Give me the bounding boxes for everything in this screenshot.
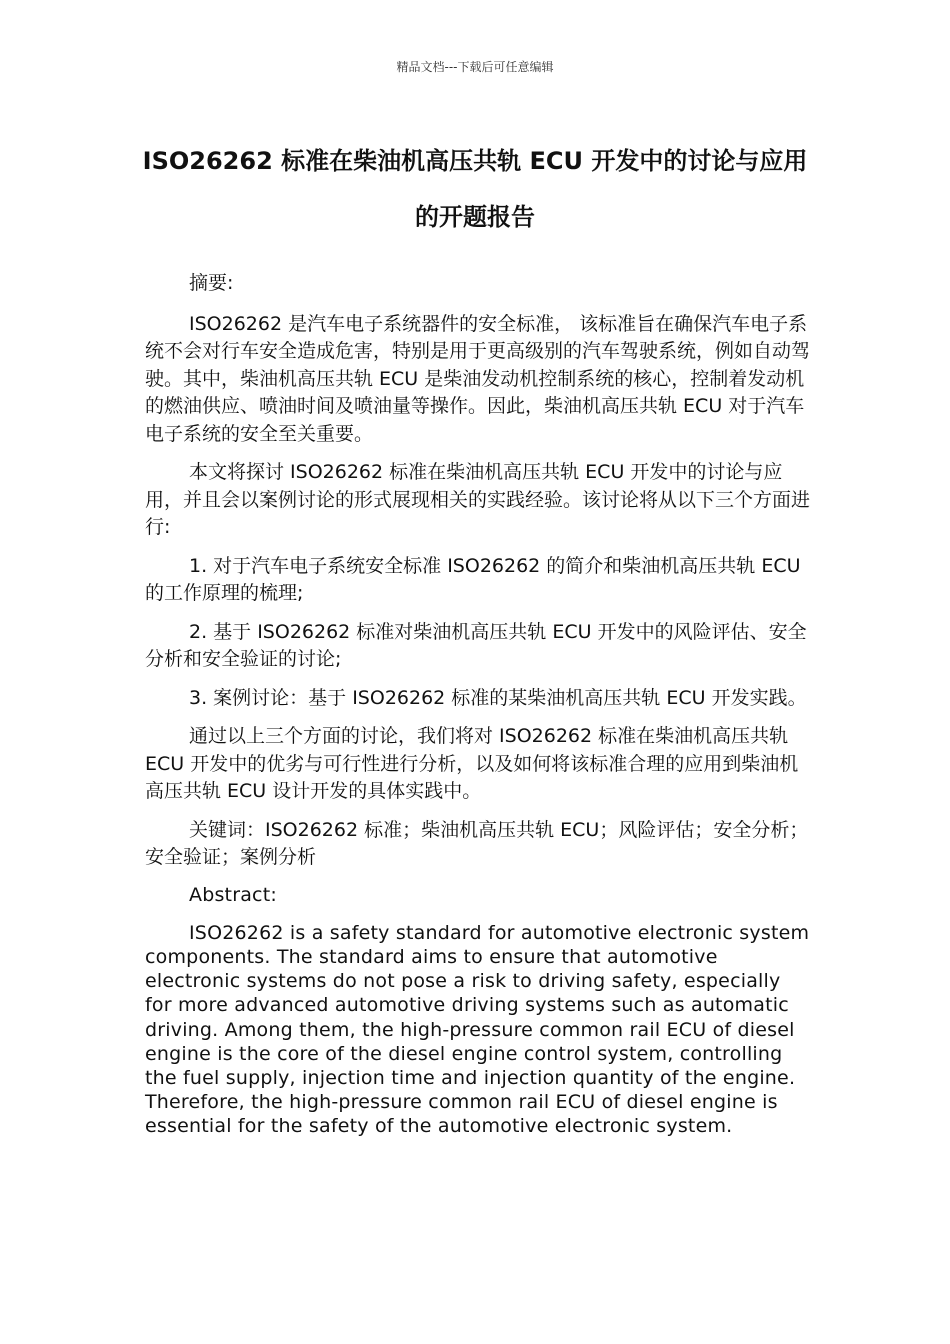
abstract-cn-list-item-3: 3. 案例讨论：基于 ISO26262 标准的某柴油机高压共轨 ECU 开发实践。 xyxy=(189,686,807,709)
abstract-cn-list-item-2: 2. 基于 ISO26262 标准对柴油机高压共轨 ECU 开发中的风险评估、安全分析和安全验证的讨论; xyxy=(145,620,807,670)
abstract-cn-keywords: 关键词：ISO26262 标准；柴油机高压共轨 ECU；风险评估；安全分析；安全验证；案例分析 xyxy=(145,818,809,868)
page-header-note: 精品文档---下载后可任意编辑 xyxy=(396,60,554,74)
abstract-cn-paragraph-1: ISO26262 是汽车电子系统器件的安全标准， 该标准旨在确保汽车电子系统不会对行车安全造成危害，特别是用于更高级别的汽车驾驶系统，例如自动驾驶。其中，柴油机高压共轨 ECU 是柴油发动机控制系统的核心，控制着发动机的燃油供应、喷油时间及喷油量等操作。因此，柴油机高压共轨 ECU 对于汽车电子系统的安全至关重要。 xyxy=(145,312,811,445)
document-title: ISO26262 标准在柴油机高压共轨 ECU 开发中的讨论与应用的开题报告 xyxy=(142,147,808,231)
abstract-cn-list-item-1: 1. 对于汽车电子系统安全标准 ISO26262 的简介和柴油机高压共轨 ECU 的工作原理的梳理; xyxy=(145,554,801,604)
abstract-cn-label: 摘要: xyxy=(189,272,234,294)
abstract-en-label: Abstract: xyxy=(189,883,277,906)
abstract-cn-paragraph-3: 通过以上三个方面的讨论，我们将对 ISO26262 标准在柴油机高压共轨 ECU 开发中的优劣与可行性进行分析，以及如何将该标准合理的应用到柴油机高压共轨 ECU 设计开发的具体实践中。 xyxy=(145,725,799,802)
abstract-en-paragraph: ISO26262 is a safety standard for automotive electronic system components. The standard aims to ensure that automotive electronic systems do not pose a risk to driving safety, especially for more advanced automotive driving systems such as automatic driving. Among them, the high-pressure common rail ECU of diesel engine is the core of the diesel engine control system, controlling the fuel supply, injection time and injection quantity of the engine. Therefore, the high-pressure common rail ECU of diesel engine is essential for the safety of the automotive electronic system. xyxy=(145,921,810,1138)
document-body xyxy=(145,270,810,1150)
abstract-cn-paragraph-2: 本文将探讨 ISO26262 标准在柴油机高压共轨 ECU 开发中的讨论与应用，并且会以案例讨论的形式展现相关的实践经验。该讨论将从以下三个方面进行: xyxy=(145,461,811,538)
